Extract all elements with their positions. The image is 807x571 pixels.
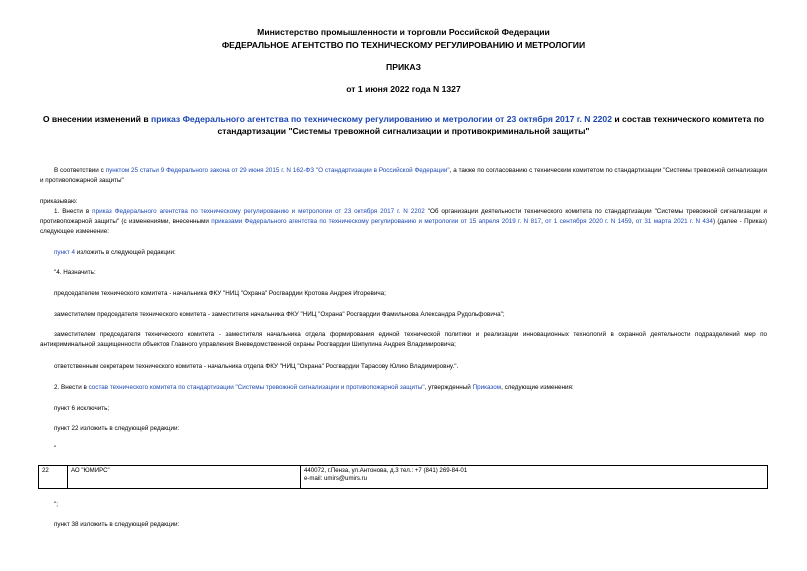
item-1 [40,207,767,237]
committee-composition-link[interactable]: состав технического комитета по стандартизации "Системы тревожной сигнализации и противопожарной защиты" [88,384,425,391]
doc-type: ПРИКАЗ [386,62,421,72]
secretary-line: ответственным секретарем технического комитета - начальника отдела ФКУ "НИЦ "Охрана" Росгвардии Тарасову Юлию Владимировну.". [54,363,459,370]
agency-name: ФЕДЕРАЛЬНОЕ АГЕНТСТВО ПО ТЕХНИЧЕСКОМУ РЕГУЛИРОВАНИЮ И МЕТРОЛОГИИ [221,40,586,50]
deputy-2-line: заместителем председателя технического комитета - заместителя начальника отдела формирования единой технической политики и реализации инновационных технологий в охранной деятельности подразделений мер по антикриминальной защищенности объектов Главного управления Вневедомственной охраны Росгвардии Шипулина Андрея Владимировича; [40,331,767,348]
item1-text-2: "Об организации деятельности технического комитета по стандартизации "Системы тревожной сигнализации и противопожарной защиты" (с изменениями, внесенными [40,208,767,225]
point-4-line [54,248,176,258]
open-quote: " [54,445,57,452]
close-quote: "; [54,501,58,508]
title-order-link[interactable]: приказ Федерального агентства по техническому регулированию и метрологии от 23 октября 2017 г. N 2202 [151,114,612,124]
preamble-text-1: В соответствии с [54,167,106,174]
item2-text-2: , утвержденный [424,384,473,391]
ministry-name: Министерство промышленности и торговли Российской Федерации [257,27,550,37]
item1-order-link[interactable]: приказ Федерального агентства по техническому регулированию и метрологии от 23 октября 2017 г. N 2202 [92,208,425,215]
committee-table [38,465,768,489]
row-number: 22 [39,466,68,489]
orders-word: приказываю: [40,198,78,205]
item2-text-1: 2. Внести в [54,384,89,391]
item1-text-1: 1. Внести в [54,208,93,215]
amendment-orders-link[interactable]: приказами Федерального агентства по техническому регулированию и метрологии от 15 апреля 2019 г. N 817 [211,218,542,225]
item2-text-3: , следующие изменения: [501,384,574,391]
point-4-link[interactable]: пункт 4 [54,249,75,256]
federal-law-link[interactable]: пунктом 25 статьи 9 Федерального закона от 29 июня 2015 г. N 162-ФЗ "О стандартизации в Российской Федерации" [105,167,450,174]
item1-text-5: ) (далее - Приказ) следующее изменение: [40,218,767,235]
organization-address: 440072, г.Пенза, ул.Антонова, д.3 тел.: +7 (841) 269-84-01 [304,467,468,474]
item1-sep-2: , [631,218,636,225]
item1-sep-1: , [541,218,546,225]
amendment-2021-link[interactable]: от 31 марта 2021 г. N 434 [635,218,713,225]
deputy-1-line: заместителем председателя технического комитета - заместителя начальника ФКУ "НИЦ "Охрана" Росгвардии Фамильнова Александра Рудольфовича"; [54,311,505,318]
point-4-text: изложить в следующей редакции: [75,249,176,256]
organization-name: АО "ЮМИРС" [68,466,301,489]
item-2 [54,383,574,393]
title-prefix: О внесении изменений в [42,114,151,124]
quote-start: "4. Назначить: [54,269,96,276]
document-title [30,113,777,137]
doc-date-number: от 1 июня 2022 года N 1327 [346,84,461,94]
point-38-line: пункт 38 изложить в следующей редакции: [54,521,180,528]
preamble-text-2: , а также по согласованию с техническим комитетом по стандартизации "Системы тревожной сигнализации и противопожарной защиты" [40,167,767,184]
point-22-line: пункт 22 изложить в следующей редакции: [54,425,180,432]
chairman-line: председателем технического комитета - начальника ФКУ "НИЦ "Охрана" Росгвардии Кротова Андрея Игоревича; [54,290,386,297]
table-row [39,466,768,489]
title-rest: и состав технического комитета по стандартизации "Системы тревожной сигнализации и противокриминальной защиты" [217,114,765,136]
point-6-line: пункт 6 исключить; [54,405,110,412]
organization-contacts [301,466,768,489]
preamble [40,166,767,186]
amendment-2020-link[interactable]: от 1 сентября 2020 г. N 1459 [545,218,632,225]
organization-email: e-mail: umirs@umirs.ru [304,475,368,482]
order-link[interactable]: Приказом [472,384,502,391]
